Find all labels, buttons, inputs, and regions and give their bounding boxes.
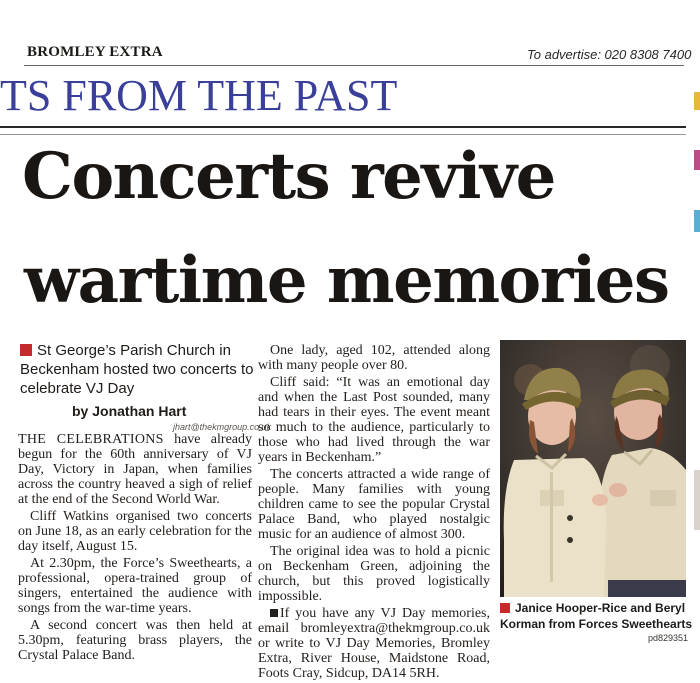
- section-rule: [0, 126, 686, 128]
- square-bullet-icon: [270, 609, 278, 617]
- singers-photo: [500, 340, 686, 597]
- paragraph: At 2.30pm, the Force’s Sweethearts, a professional, opera-trained group of singers, entertained the audience with songs from the war-time years.: [18, 556, 252, 616]
- article-column-1: [18, 432, 252, 665]
- paragraph: [258, 606, 490, 681]
- standfirst: [20, 341, 258, 398]
- top-rule: [24, 65, 684, 66]
- headline-line-1: Concerts revive: [22, 139, 555, 214]
- caption-bullet-icon: [500, 603, 510, 613]
- paragraph-text: have already begun for the 60th anniversary of VJ Day, Victory in Japan, when families across the country heaved a sigh of relief at the end of the Second World War.: [18, 432, 252, 507]
- standfirst-bullet-icon: [20, 344, 32, 356]
- photo-caption: [500, 600, 696, 632]
- paragraph: [18, 432, 252, 507]
- print-mark-grey: [694, 470, 700, 530]
- paragraph: The concerts attracted a wide range of people. Many families with young children came to see the popular Crystal Palace Band, who played nostalgic music for an audience of almost 300.: [258, 467, 490, 542]
- article-column-2: [258, 343, 490, 683]
- section-name: BROMLEY EXTRA: [27, 44, 163, 60]
- print-mark-yellow: [694, 92, 700, 110]
- standfirst-text: St George’s Parish Church in Beckenham hosted two concerts to celebrate VJ Day: [20, 342, 254, 397]
- caption-text: Janice Hooper-Rice and Beryl Korman from Forces Sweethearts: [500, 601, 693, 631]
- print-mark-magenta: [694, 150, 700, 170]
- paragraph: Cliff said: “It was an emotional day and when the Last Post sounded, many had tears in their eyes. The event meant so much to the audience, particularly to those who had lived through the war years in Beckenham.”: [258, 375, 490, 465]
- byline: by Jonathan Hart: [72, 403, 187, 419]
- section-rule-thin: [0, 134, 686, 135]
- paragraph: The original idea was to hold a picnic on Beckenham Green, adjoining the church, but this proved logistically impossible.: [258, 544, 490, 604]
- paragraph: Cliff Watkins organised two concerts on June 18, as an early celebration for the day itself, August 15.: [18, 509, 252, 554]
- advertise-line: To advertise: 020 8308 7400: [527, 47, 692, 62]
- author-email[interactable]: jhart@thekmgroup.co.uk: [173, 422, 272, 432]
- paragraph: A second concert was then held at 5.30pm, featuring brass players, the Crystal Palace Band.: [18, 618, 252, 663]
- lead-caps: THE CELEBRATIONS: [18, 432, 164, 447]
- print-mark-cyan: [694, 210, 700, 232]
- headline-line-2: wartime memories: [24, 243, 669, 318]
- paragraph-text: If you have any VJ Day memories, email bromleyextra@thekmgroup.co.uk or write to VJ Day Memories, Bromley Extra, River House, Maidstone Road, Foots Cray, Sidcup, DA14 5RH.: [258, 606, 490, 681]
- photo-reference: pd829351: [648, 633, 689, 643]
- singers-photo-illustration: [500, 340, 686, 597]
- page-section-title: TS FROM THE PAST: [0, 71, 398, 120]
- paragraph: One lady, aged 102, attended along with many people over 80.: [258, 343, 490, 373]
